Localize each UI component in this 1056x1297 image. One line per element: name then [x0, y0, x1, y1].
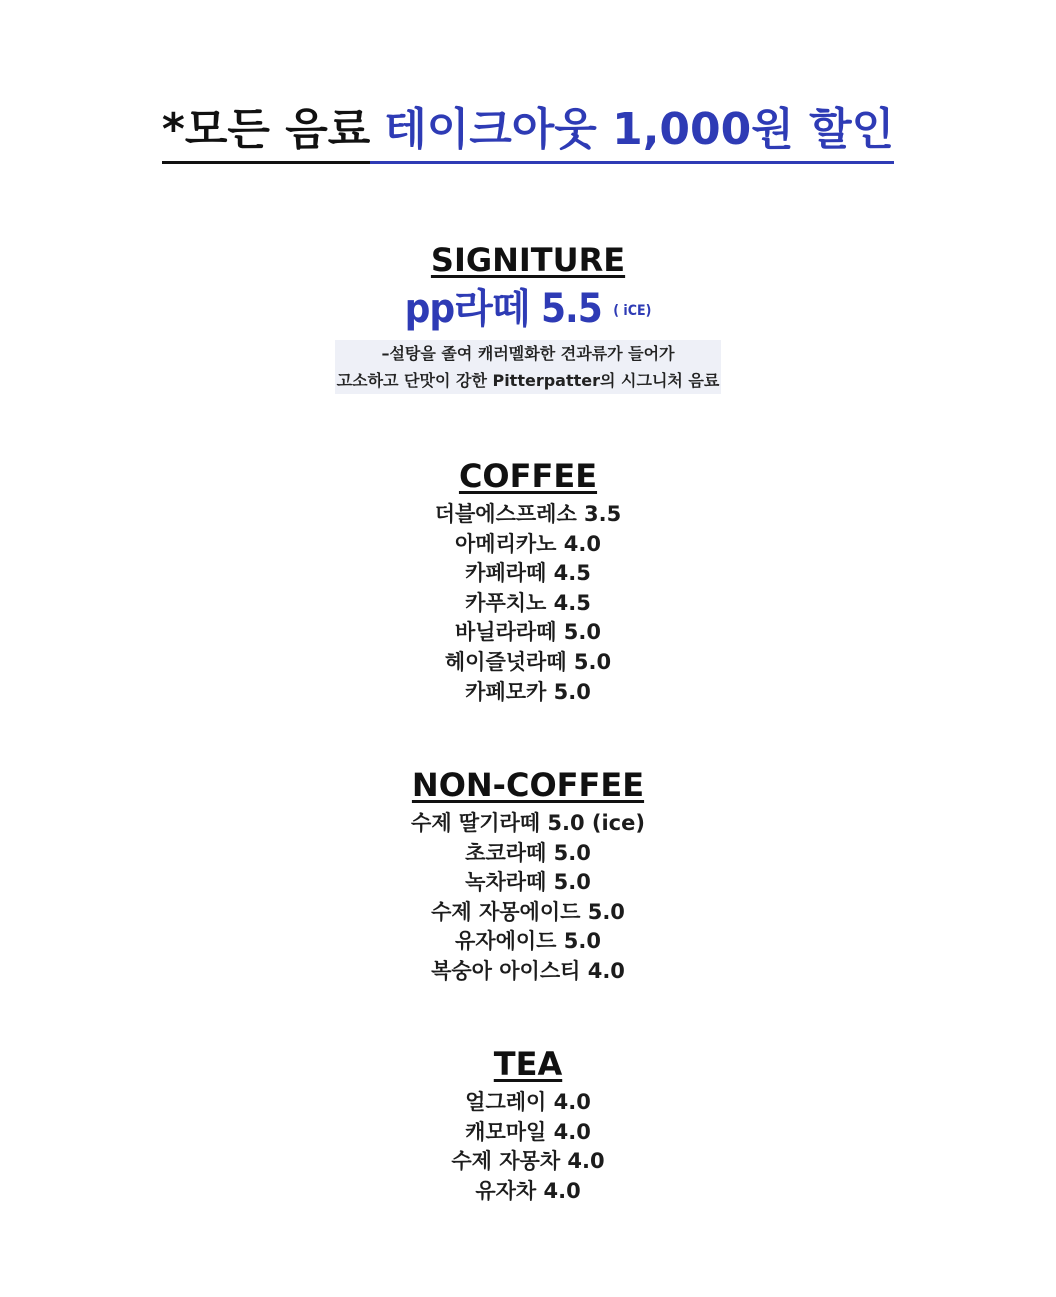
menu-item: 캐모마일 4.0: [465, 1119, 591, 1144]
signature-section: [0, 240, 1056, 394]
takeout-discount-banner: [0, 100, 1056, 160]
signature-title: SIGNITURE: [430, 241, 626, 279]
signature-description: [335, 340, 722, 394]
signature-description-line: 고소하고 단맛이 강한 Pitterpatter의 시그니처 음료: [335, 367, 722, 394]
signature-description-line: –설탕을 졸여 캐러멜화한 견과류가 들어가: [335, 340, 722, 367]
menu-item: 아메리카노 4.0: [455, 531, 601, 556]
banner-line: [162, 100, 894, 160]
menu-item: 초코라떼 5.0: [465, 840, 591, 865]
menu-item: 바닐라라떼 5.0: [455, 620, 601, 645]
signature-item-note: ( iCE): [613, 303, 652, 319]
tea-title: TEA: [493, 1045, 563, 1083]
menu-item: 유자차 4.0: [475, 1178, 581, 1203]
noncoffee-section: [0, 765, 1056, 987]
menu-item: 녹차라떼 5.0: [465, 870, 591, 895]
banner-highlight: 테이크아웃 1,000원 할인: [370, 104, 894, 164]
menu-item: 헤이즐넛라떼 5.0: [444, 649, 612, 674]
menu-item: 수제 자몽차 4.0: [451, 1149, 605, 1174]
menu-item: 카페모카 5.0: [465, 679, 591, 704]
menu-item: 카푸치노 4.5: [465, 590, 591, 615]
banner-prefix: *모든 음료: [162, 104, 370, 164]
menu-item: 복숭아 아이스티 4.0: [431, 958, 625, 983]
coffee-list: [0, 500, 1056, 707]
noncoffee-title: NON-COFFEE: [411, 766, 645, 804]
tea-list: [0, 1088, 1056, 1206]
coffee-title: COFFEE: [458, 457, 598, 495]
signature-item: [0, 284, 1056, 336]
signature-item-name: pp라떼 5.5: [404, 286, 602, 332]
menu-item: 유자에이드 5.0: [455, 929, 601, 954]
coffee-section: [0, 456, 1056, 707]
tea-section: [0, 1044, 1056, 1206]
menu-item: 카페라떼 4.5: [465, 561, 591, 586]
noncoffee-list: [0, 809, 1056, 987]
menu-item: 더블에스프레소 3.5: [434, 502, 622, 526]
menu-item: 수제 딸기라떼 5.0 (ice): [411, 811, 645, 835]
menu-item: 얼그레이 4.0: [465, 1090, 591, 1114]
menu-item: 수제 자몽에이드 5.0: [431, 899, 625, 924]
